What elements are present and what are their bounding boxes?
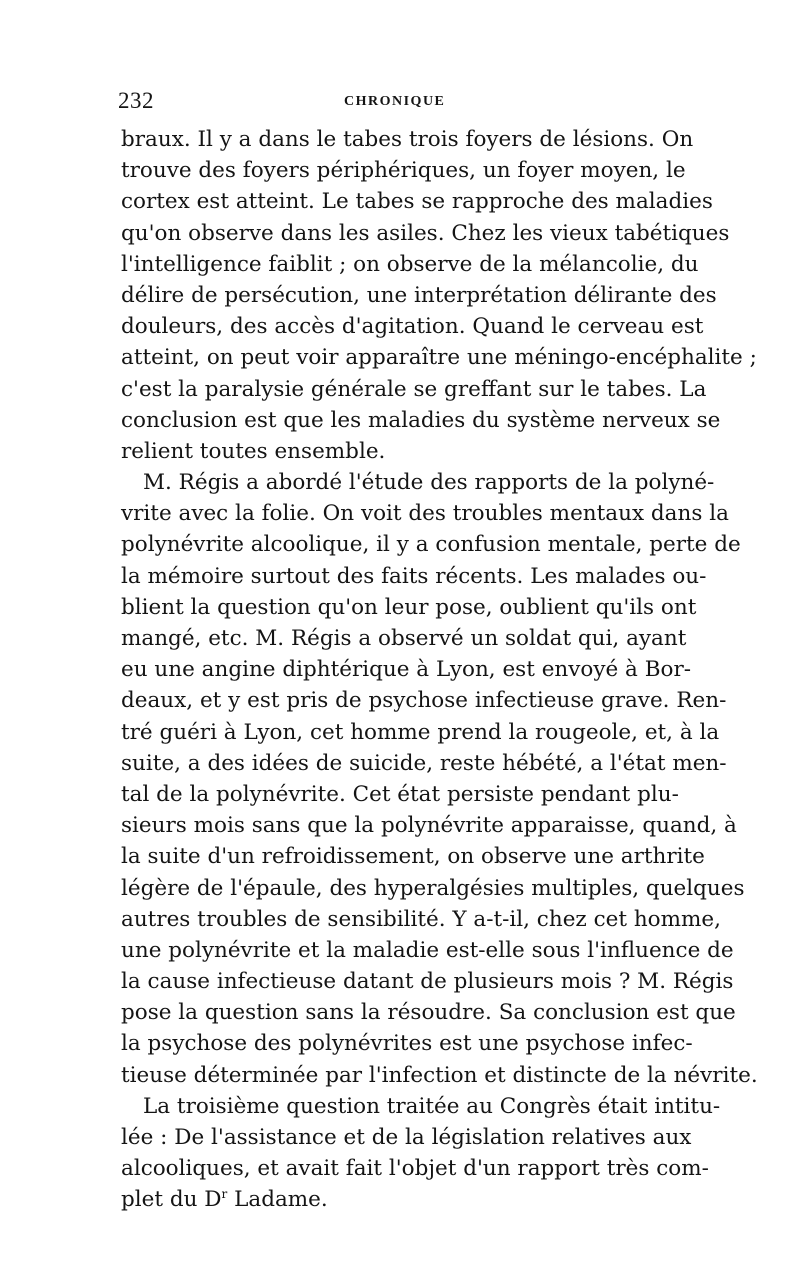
- text-line: la cause infectieuse datant de plusieurs mois ? M. Régis: [121, 969, 734, 995]
- text-line: vrite avec la folie. On voit des troubles mentaux dans la: [121, 501, 729, 527]
- text-line: la mémoire surtout des faits récents. Les malades ou-: [121, 563, 707, 589]
- text-line: délire de persécution, une interprétation délirante des: [121, 282, 717, 308]
- final-text-line: [121, 1184, 675, 1215]
- text-line: atteint, on peut voir apparaître une méningo-encéphalite ;: [121, 345, 757, 371]
- text-line: relient toutes ensemble.: [121, 438, 386, 464]
- text-line: suite, a des idées de suicide, reste hébété, a l'état men-: [121, 750, 727, 776]
- text-line: l'intelligence faiblit ; on observe de la mélancolie, du: [121, 251, 699, 277]
- text-line: la psychose des polynévrites est une psychose infec-: [121, 1031, 693, 1057]
- text-line: une polynévrite et la maladie est-elle sous l'influence de: [121, 937, 734, 963]
- text-line: M. Régis a abordé l'étude des rapports de la polyné-: [143, 470, 715, 496]
- text-line: pose la question sans la résoudre. Sa conclusion est que: [121, 1000, 736, 1026]
- text-line: La troisième question traitée au Congrès était intitu-: [143, 1093, 721, 1119]
- text-line: tal de la polynévrite. Cet état persiste pendant plu-: [121, 781, 679, 807]
- text-line: braux. Il y a dans le tabes trois foyers de lésions. On: [121, 127, 694, 152]
- text-line: douleurs, des accès d'agitation. Quand le cerveau est: [121, 314, 704, 340]
- text-line: tieuse déterminée par l'infection et distincte de la névrite.: [121, 1062, 758, 1088]
- text-line: alcooliques, et avait fait l'objet d'un rapport très com-: [121, 1156, 709, 1182]
- text-line: autres troubles de sensibilité. Y a-t-il, chez cet homme,: [121, 906, 721, 932]
- running-head: CHRONIQUE: [344, 94, 446, 109]
- final-line-after: Ladame.: [227, 1187, 328, 1213]
- text-line: eu une angine diphtérique à Lyon, est envoyé à Bor-: [121, 657, 691, 683]
- page-number: 232: [118, 88, 154, 113]
- text-line: blient la question qu'on leur pose, oublient qu'ils ont: [121, 594, 697, 620]
- final-line-before: plet du D: [121, 1187, 222, 1213]
- text-line: cortex est atteint. Le tabes se rapproche des maladies: [121, 189, 713, 215]
- text-line: lée : De l'assistance et de la législation relatives aux: [121, 1125, 692, 1150]
- text-line: deaux, et y est pris de psychose infectieuse grave. Ren-: [121, 688, 727, 714]
- text-line: qu'on observe dans les asiles. Chez les vieux tabétiques: [121, 220, 730, 246]
- text-line: légère de l'épaule, des hyperalgésies multiples, quelques: [121, 875, 745, 901]
- text-line: la suite d'un refroidissement, on observe une arthrite: [121, 844, 705, 870]
- text-line: c'est la paralysie générale se greffant sur le tabes. La: [121, 376, 707, 402]
- doctor-superscript: r: [221, 1187, 228, 1202]
- text-line: conclusion est que les maladies du système nerveux se: [121, 407, 721, 433]
- text-line: polynévrite alcoolique, il y a confusion mentale, perte de: [121, 532, 741, 558]
- text-line: tré guéri à Lyon, cet homme prend la rougeole, et, à la: [121, 719, 720, 745]
- page-header: [118, 88, 678, 118]
- text-line: sieurs mois sans que la polynévrite apparaisse, quand, à: [121, 813, 737, 839]
- text-line: trouve des foyers périphériques, un foyer moyen, le: [121, 158, 686, 184]
- body-text: [121, 124, 758, 1216]
- text-line: mangé, etc. M. Régis a observé un soldat qui, ayant: [121, 626, 687, 651]
